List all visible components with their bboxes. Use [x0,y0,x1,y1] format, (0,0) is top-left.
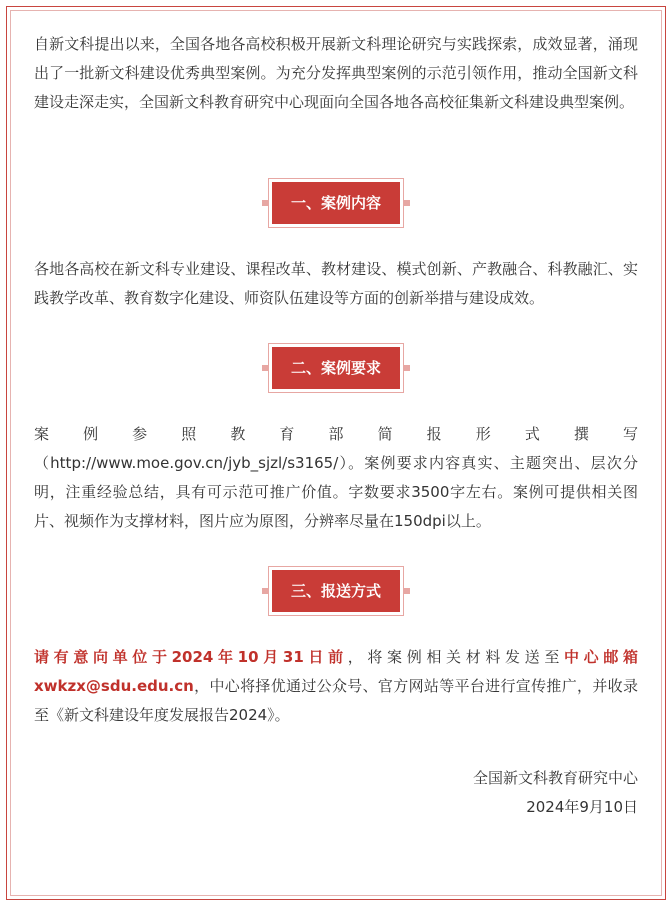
section-badge: 一、案例内容 [272,182,400,224]
requirements-first-line: 案例参照教育部简报形式撰写 [34,425,638,443]
section-badge: 三、报送方式 [272,570,400,612]
deadline-highlight: 请有意向单位于2024年10月31日前 [34,648,348,666]
signature-date: 2024年9月10日 [526,798,638,816]
section-content-text: 各地各高校在新文科专业建设、课程改革、教材建设、模式创新、产教融合、科教融汇、实践教学改革、教育数字化建设、师资队伍建设等方面的创新举措与建设成效。 [34,260,638,307]
requirements-text: （http://www.moe.gov.cn/jyb_sjzl/s3165/）。案例要求内容真实、主题突出、层次分明，注重经验总结，具有可示范可推广价值。字数要求3500字左右。案例可提供相关图片、视频作为支撑材料，图片应为原图，分辨率尽量在150dpi以上。 [34,454,638,530]
email-link[interactable]: xwkzx@sdu.edu.cn [34,677,194,695]
submission-text [34,643,638,730]
signature-org: 全国新文科教育研究中心 [472,769,638,787]
mailbox-label: 中心邮箱 [564,648,638,666]
article-body [34,30,638,822]
section-badge: 二、案例要求 [272,347,400,389]
intro-paragraph: 自新文科提出以来，全国各地各高校积极开展新文科理论研究与实践探索，成效显著，涌现出了一批新文科建设优秀典型案例。为充分发挥典型案例的示范引领作用，推动全国新文科建设走深走实，全国新文科教育研究中心现面向全国各地各高校征集新文科建设典型案例。 [34,35,638,111]
section-title-requirements [34,347,638,389]
section-title-content [34,182,638,224]
submission-rest: ，中心将择优通过公众号、官方网站等平台进行宣传推广，并收录至《新文科建设年度发展报告2024》。 [34,677,638,724]
signature-block [34,764,638,822]
section-title-submission [34,570,638,612]
submission-mid: ，将案例相关材料发送至 [347,648,564,666]
